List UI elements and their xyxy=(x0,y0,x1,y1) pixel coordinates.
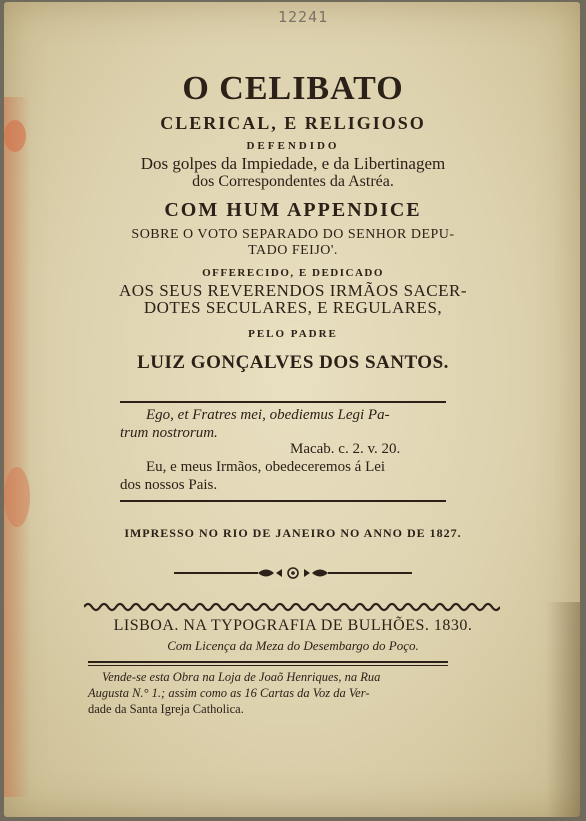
sale-note-line-2: Augusta N.° 1.; assim como as 16 Cartas da Voz da Ver- xyxy=(88,686,370,700)
epigraph-portuguese-line-2: dos nossos Pais. xyxy=(120,477,218,493)
pelo-padre-line: PELO PADRE xyxy=(248,328,338,340)
correspondentes-line: dos Correspondentes da Astréa. xyxy=(192,173,394,190)
golpes-line: Dos golpes da Impiedade, e da Libertinagem xyxy=(140,154,446,173)
sale-note-line-1: Vende-se esta Obra na Loja de Joaõ Henriques, na Rua xyxy=(102,670,381,684)
book-title: O CELIBATO xyxy=(182,70,404,107)
appendice-heading: COM HUM APPENDICE xyxy=(164,199,422,221)
rust-stain xyxy=(4,467,30,527)
epigraph-reference: Macab. c. 2. v. 20. xyxy=(290,441,401,457)
epigraph-bottom-rule xyxy=(120,500,446,502)
licence-line: Com Licença da Meza do Desembargo do Poço. xyxy=(167,638,419,653)
impresso-line: IMPRESSO NO RIO DE JANEIRO NO ANNO DE 1827. xyxy=(124,526,462,540)
dedication-line-2: DOTES SECULARES, E REGULARES, xyxy=(143,298,443,317)
epigraph-portuguese-line-1: Eu, e meus Irmãos, obedeceremos á Lei xyxy=(146,459,386,475)
epigraph-top-rule xyxy=(120,401,446,403)
epigraph-latin-line-2: trum nostrorum. xyxy=(120,425,218,441)
voto-line-2: TADO FEIJO'. xyxy=(248,243,338,258)
shelfmark-annotation: 12241 xyxy=(278,8,329,26)
sale-note-top-rule-thin xyxy=(88,665,448,666)
sale-note-top-rule xyxy=(88,661,448,663)
dedication-line-1: AOS SEUS REVERENDOS IRMÃOS SACER- xyxy=(118,281,468,300)
voto-line-1: SOBRE O VOTO SEPARADO DO SENHOR DEPU- xyxy=(131,227,455,242)
sale-note-line-3: dade da Santa Igreja Catholica. xyxy=(88,702,244,716)
book-subtitle: CLERICAL, E RELIGIOSO xyxy=(160,113,426,133)
imprint-line: LISBOA. NA TYPOGRAFIA DE BULHÕES. 1830. xyxy=(113,617,473,634)
wavy-rule xyxy=(84,600,500,614)
epigraph-latin-line-1: Ego, et Fratres mei, obediemus Legi Pa- xyxy=(146,407,390,423)
author-name: LUIZ GONÇALVES DOS SANTOS. xyxy=(137,352,449,373)
printers-ornament xyxy=(170,564,416,582)
offerecido-line: OFFERECIDO, E DEDICADO xyxy=(202,267,384,279)
defendido-line: DEFENDIDO xyxy=(246,140,340,152)
